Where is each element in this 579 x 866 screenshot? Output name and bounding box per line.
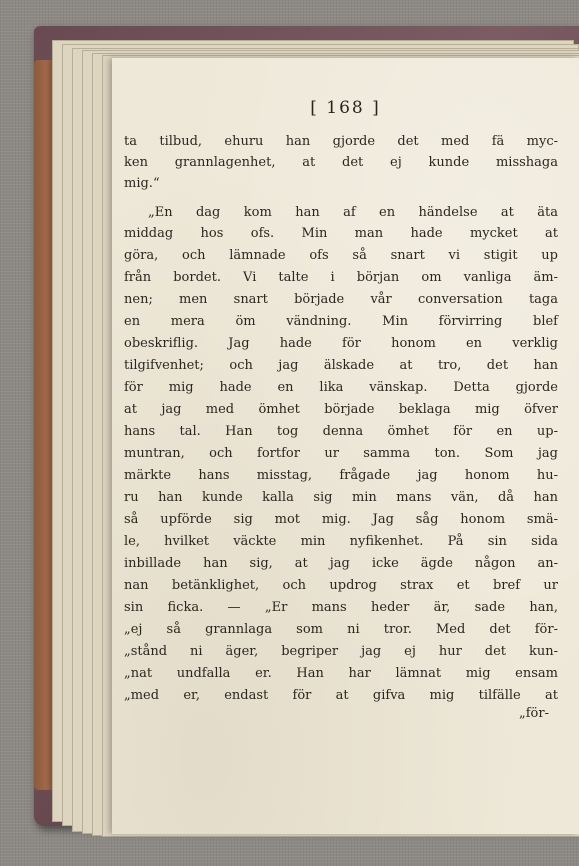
text-line: nan betänklighet, och updrog strax et bref ur (124, 578, 558, 593)
text-line: le, hvilket väckte min nyfikenhet. På sin sida (124, 534, 558, 549)
page-number: [ 168 ] (310, 98, 381, 118)
text-line: för mig hade en lika vänskap. Detta gjorde (124, 380, 558, 395)
book-page (112, 58, 579, 834)
text-line: hans tal. Han tog denna ömhet för en up- (124, 424, 558, 439)
text-line: muntran, och fortfor ur samma ton. Som jag (124, 446, 558, 461)
text-line: nen; men snart började vår conversation taga (124, 292, 558, 307)
text-line: mig.“ (124, 176, 160, 191)
text-line: sin ficka. — „Er mans heder är, sade han, (124, 600, 558, 615)
text-line: „ej så grannlaga som ni tror. Med det för- (124, 622, 558, 637)
book-cover-edge (34, 60, 54, 790)
text-line: ta tilbud, ehuru han gjorde det med fä myc- (124, 134, 558, 149)
text-line: ken grannlagenhet, at det ej kunde misshaga (124, 155, 558, 170)
text-line: ru han kunde kalla sig min mans vän, då han (124, 490, 558, 505)
text-line: märkte hans misstag, frågade jag honom hu- (124, 468, 558, 483)
text-line: en mera öm vändning. Min förvirring blef (124, 314, 558, 329)
text-line: „En dag kom han af en händelse at äta (148, 205, 558, 220)
text-line: „med er, endast för at gifva mig tilfälle at (124, 688, 558, 703)
text-line: inbillade han sig, at jag icke ägde någon an- (124, 556, 558, 571)
text-line: så upförde sig mot mig. Jag såg honom smä- (124, 512, 558, 527)
text-line: „nat undfalla er. Han har lämnat mig ensam (124, 666, 558, 681)
text-line: at jag med ömhet började beklaga mig öfver (124, 402, 558, 417)
text-line: middag hos ofs. Min man hade mycket at (124, 226, 558, 241)
text-line: från bordet. Vi talte i början om vanliga äm- (124, 270, 558, 285)
text-line: „stånd ni äger, begriper jag ej hur det kun- (124, 644, 558, 659)
text-line: göra, och lämnade ofs så snart vi stigit up (124, 248, 558, 263)
text-line: tilgifvenhet; och jag älskade at tro, det han (124, 358, 558, 373)
text-line: obeskriflig. Jag hade för honom en verklig (124, 336, 558, 351)
catchword: „för- (519, 706, 549, 721)
